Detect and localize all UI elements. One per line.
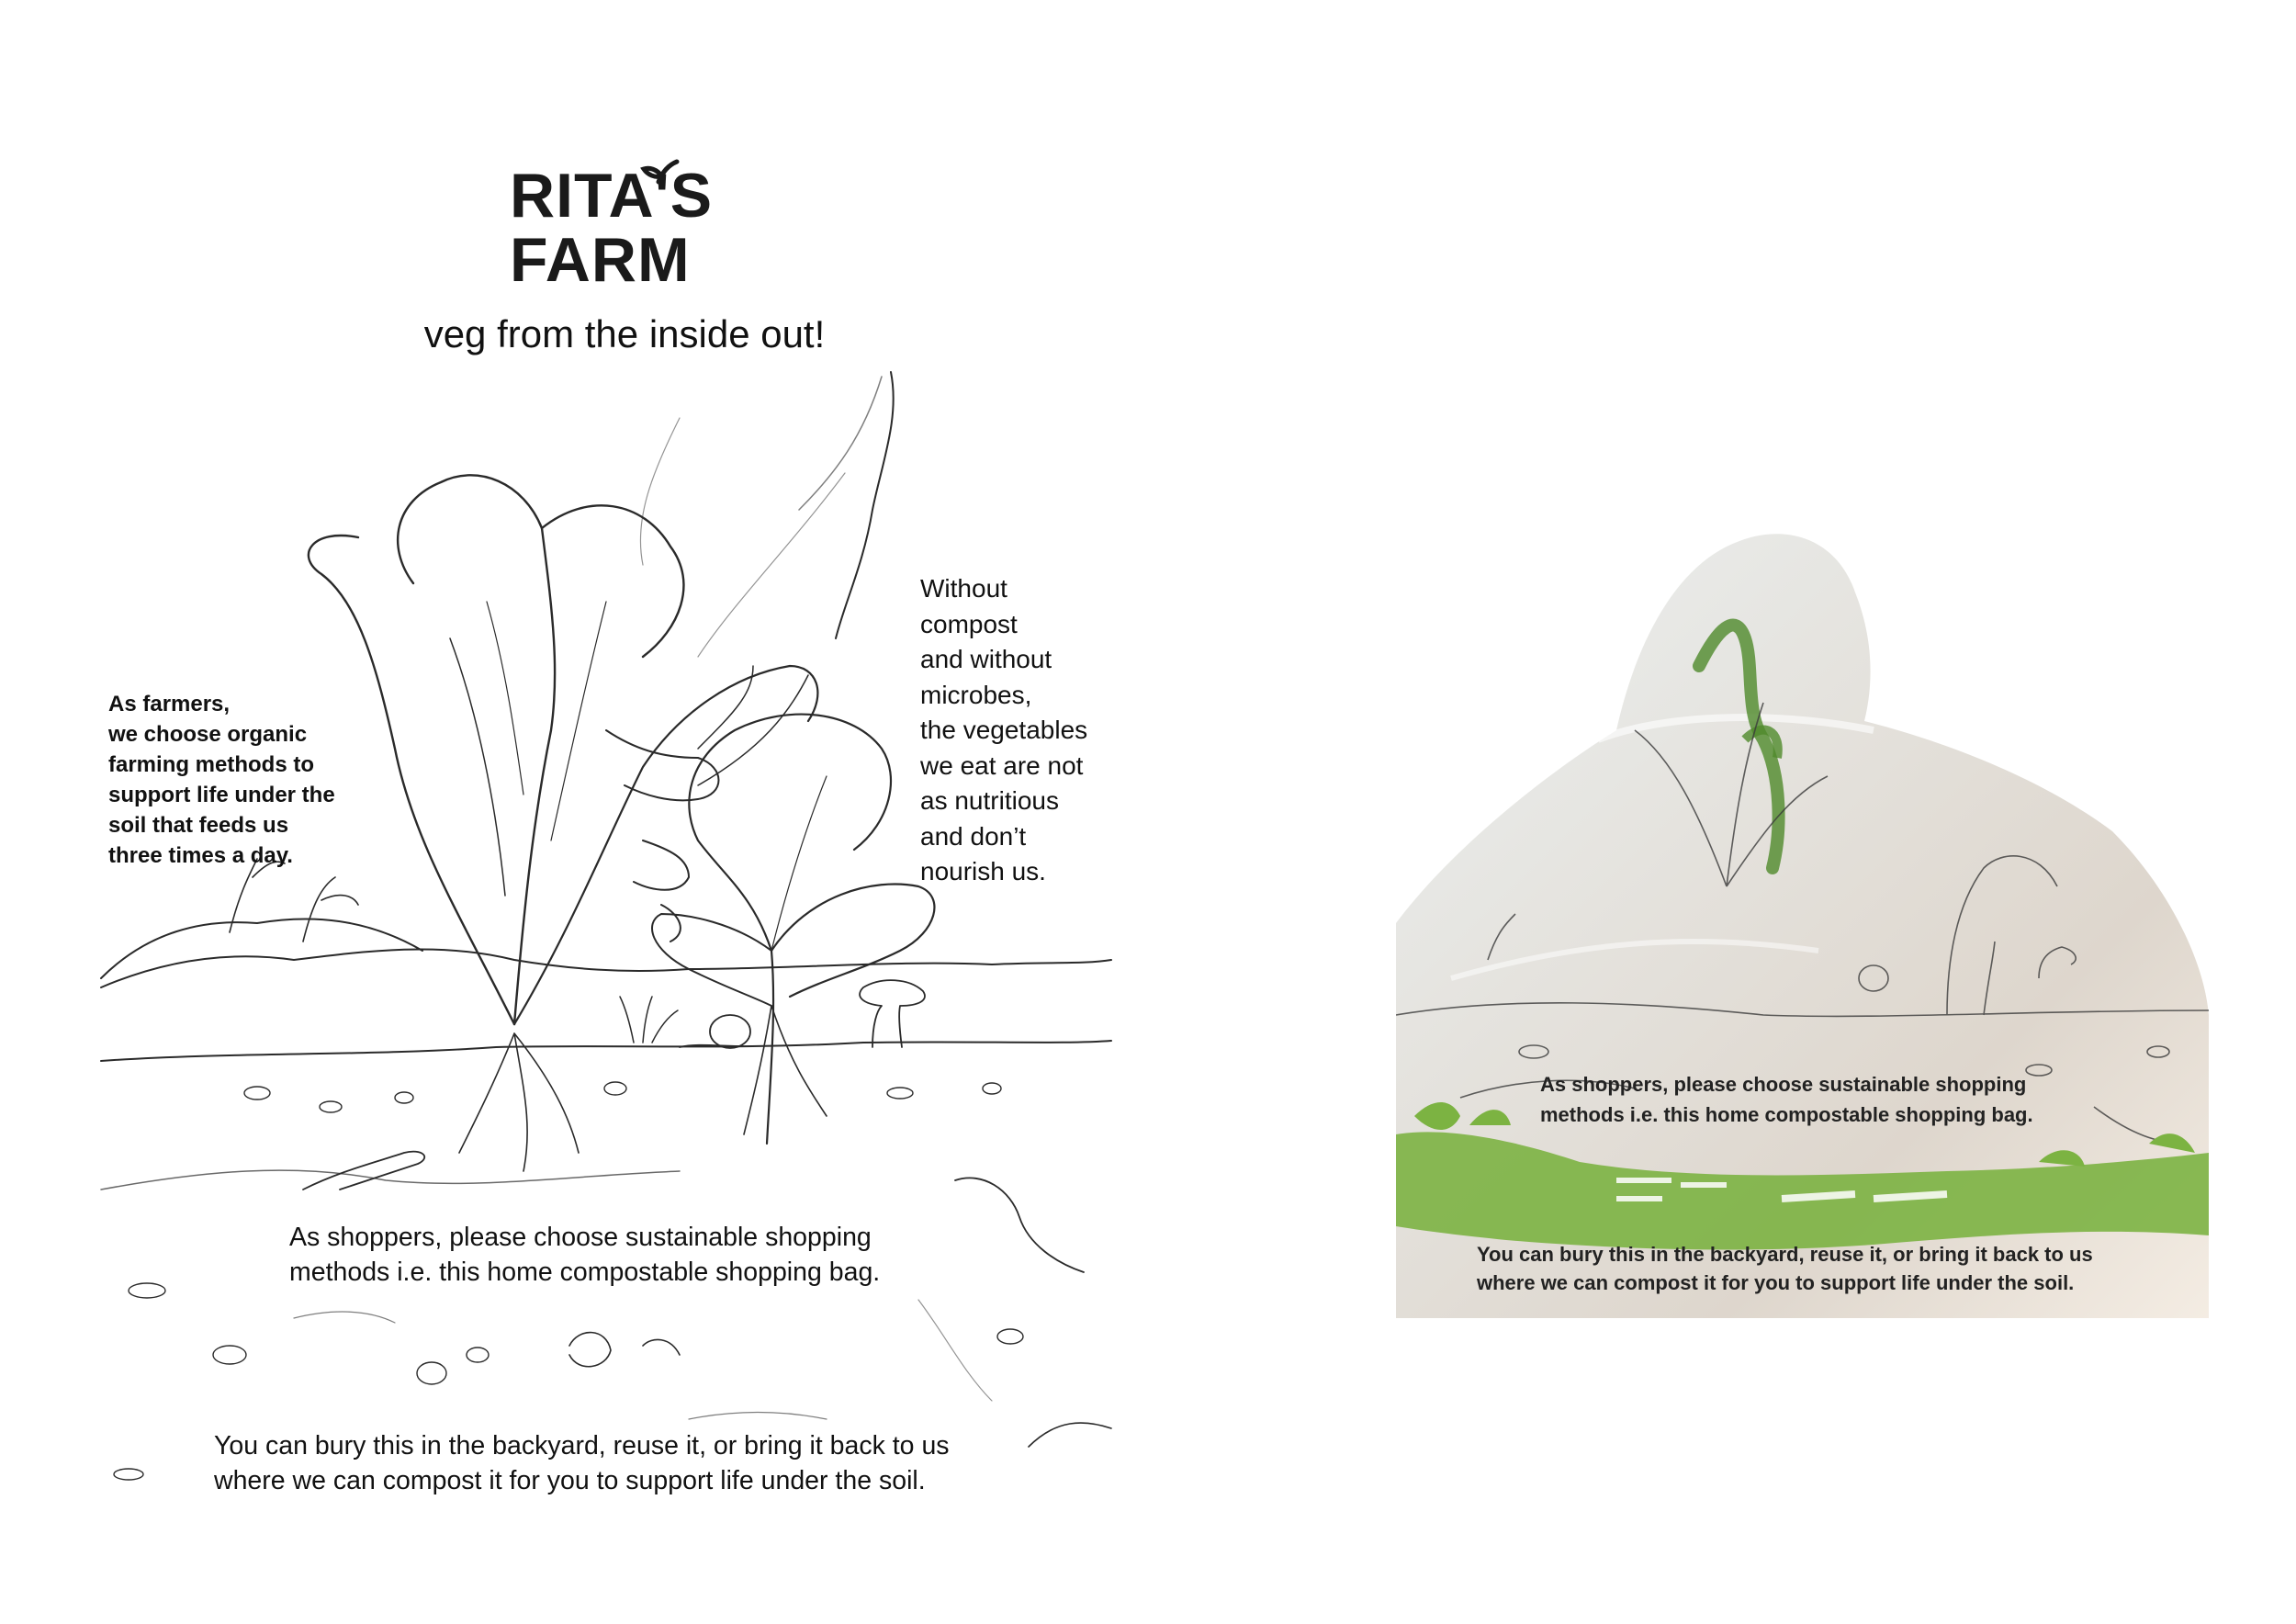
farmers-text [108, 689, 335, 871]
shoppers-line: methods i.e. this home compostable shopping bag. [289, 1257, 881, 1287]
logo-line-2: FARM [510, 225, 691, 294]
shoppers-line: As shoppers, please choose sustainable shopping [289, 1223, 872, 1252]
without-line: microbes, [920, 680, 1032, 709]
shoppers-text [289, 1220, 880, 1290]
bag-bury-line: You can bury this in the backyard, reuse it, or bring it back to us [1477, 1243, 2093, 1266]
tagline: veg from the inside out! [423, 312, 826, 355]
without-line: and without [920, 645, 1052, 673]
bag-shoppers-text [1540, 1069, 2033, 1130]
farmers-line: soil that feeds us [108, 813, 289, 838]
without-compost-text [920, 571, 1087, 890]
without-line: as nutritious [920, 786, 1059, 815]
farmers-line: As farmers, [108, 692, 231, 716]
farmers-line: support life under the [108, 783, 335, 807]
without-line: nourish us. [920, 857, 1046, 885]
without-line: Without [920, 574, 1007, 603]
without-line: compost [920, 609, 1018, 638]
without-line: and don’t [920, 821, 1027, 851]
logo-line-1: RITA'S [510, 161, 714, 231]
bury-line: where we can compost it for you to support life under the soil. [214, 1466, 926, 1495]
farmers-line: three times a day. [108, 843, 293, 868]
lettuce-soil-illustration [92, 363, 1120, 1520]
bag-bury-line: where we can compost it for you to support life under the soil. [1477, 1271, 2075, 1294]
bag-shoppers-line: As shoppers, please choose sustainable shopping [1540, 1073, 2027, 1096]
bag-bury-text [1477, 1240, 2093, 1297]
without-line: the vegetables [920, 716, 1088, 744]
bury-line: You can bury this in the backyard, reuse it, or bring it back to us [214, 1431, 950, 1460]
bag-shoppers-line: methods i.e. this home compostable shopping bag. [1540, 1103, 2033, 1126]
farmers-line: we choose organic [108, 722, 308, 747]
without-line: we eat are not [920, 750, 1084, 780]
ritas-farm-logo [510, 156, 730, 294]
bury-text [214, 1428, 950, 1498]
farmers-line: farming methods to [108, 752, 315, 777]
